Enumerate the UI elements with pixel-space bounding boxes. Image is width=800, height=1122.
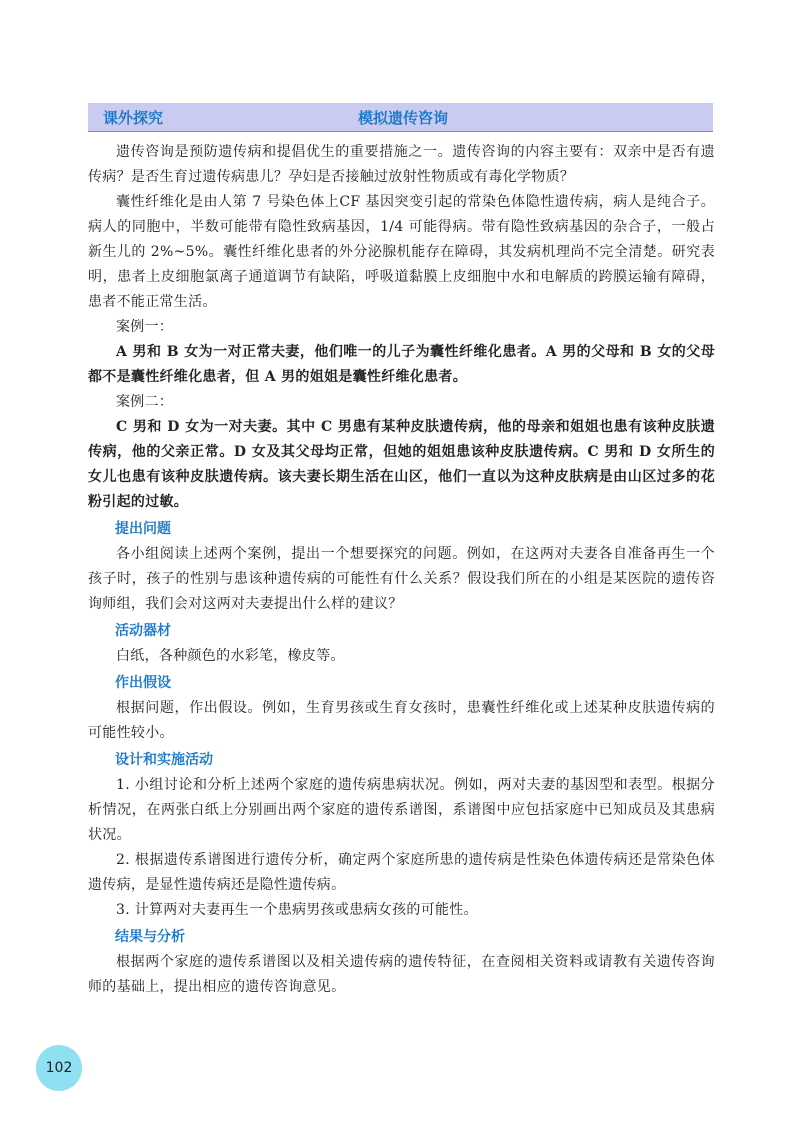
intro-paragraph-2: 囊性纤维化是由人第 7 号染色体上CF 基因突变引起的常染色体隐性遗传病，病人是纯合子。病人的同胞中，半数可能带有隐性致病基因，1/4 可能得病。带有隐性致病基因的杂合子，一般占新生儿的 2%~5%。囊性纤维化患者的外分泌腺机能存在障碍，其发病机理尚不完全清楚。研究表明，患者上皮细胞氯离子通道调节有缺陷，呼吸道黏膜上皮细胞中水和电解质的跨膜运输有障碍，患者不能正常生活。 [88,194,715,310]
design-heading: 设计和实施活动 [115,752,213,768]
case-2-title: 案例二： [116,394,174,410]
header-rule [88,131,713,132]
materials-text: 白纸，各种颜色的水彩笔，橡皮等。 [116,648,345,664]
hypothesis-heading: 作出假设 [115,675,171,691]
results-heading: 结果与分析 [115,929,185,945]
case-2-text: C 男和 D 女为一对夫妻。其中 C 男患有某种皮肤遗传病，他的母亲和姐姐也患有该种皮肤遗传病，他的父亲正常。D 女及其父母均正常，但她的姐姐患该种皮肤遗传病。C 男和 D 女所生的女儿也患有该种皮肤遗传病。该夫妻长期生活在山区，他们一直以为这种皮肤病是由山区过多的花粉引起的过敏。 [88,419,715,510]
section-title: 模拟遗传咨询 [358,109,449,127]
page-content [88,140,715,1000]
intro-paragraph-1: 遗传咨询是预防遗传病和提倡优生的重要措施之一。遗传咨询的内容主要有：双亲中是否有遗传病？是否生育过遗传病患儿？孕妇是否接触过放射性物质或有毒化学物质？ [88,144,715,185]
question-heading: 提出问题 [115,521,171,537]
section-label: 课外探究 [103,109,164,127]
design-step-2: 2. 根据遗传系谱图进行遗传分析，确定两个家庭所患的遗传病是性染色体遗传病还是常染色体遗传病，是显性遗传病还是隐性遗传病。 [88,852,715,893]
page-number-badge [36,1045,82,1091]
page-number: 102 [45,1060,73,1076]
case-1-text: A 男和 B 女为一对正常夫妻，他们唯一的儿子为囊性纤维化患者。A 男的父母和 B 女的父母都不是囊性纤维化患者，但 A 男的姐姐是囊性纤维化患者。 [88,344,715,385]
design-step-1: 1. 小组讨论和分析上述两个家庭的遗传病患病状况。例如，两对夫妻的基因型和表型。根据分析情况，在两张白纸上分别画出两个家庭的遗传系谱图，系谱图中应包括家庭中已知成员及其患病状况。 [88,777,715,843]
materials-heading: 活动器材 [115,623,171,639]
question-text: 各小组阅读上述两个案例，提出一个想要探究的问题。例如，在这两对夫妻各自准备再生一个孩子时，孩子的性别与患该种遗传病的可能性有什么关系？假设我们所在的小组是某医院的遗传咨询师组，我们会对这两对夫妻提出什么样的建议？ [88,546,715,612]
hypothesis-text: 根据问题，作出假设。例如，生育男孩或生育女孩时，患囊性纤维化或上述某种皮肤遗传病的可能性较小。 [88,700,715,741]
results-text: 根据两个家庭的遗传系谱图以及相关遗传病的遗传特征，在查阅相关资料或请教有关遗传咨询师的基础上，提出相应的遗传咨询意见。 [88,954,715,995]
design-step-3: 3. 计算两对夫妻再生一个患病男孩或患病女孩的可能性。 [116,902,478,918]
case-1-title: 案例一： [116,319,174,335]
